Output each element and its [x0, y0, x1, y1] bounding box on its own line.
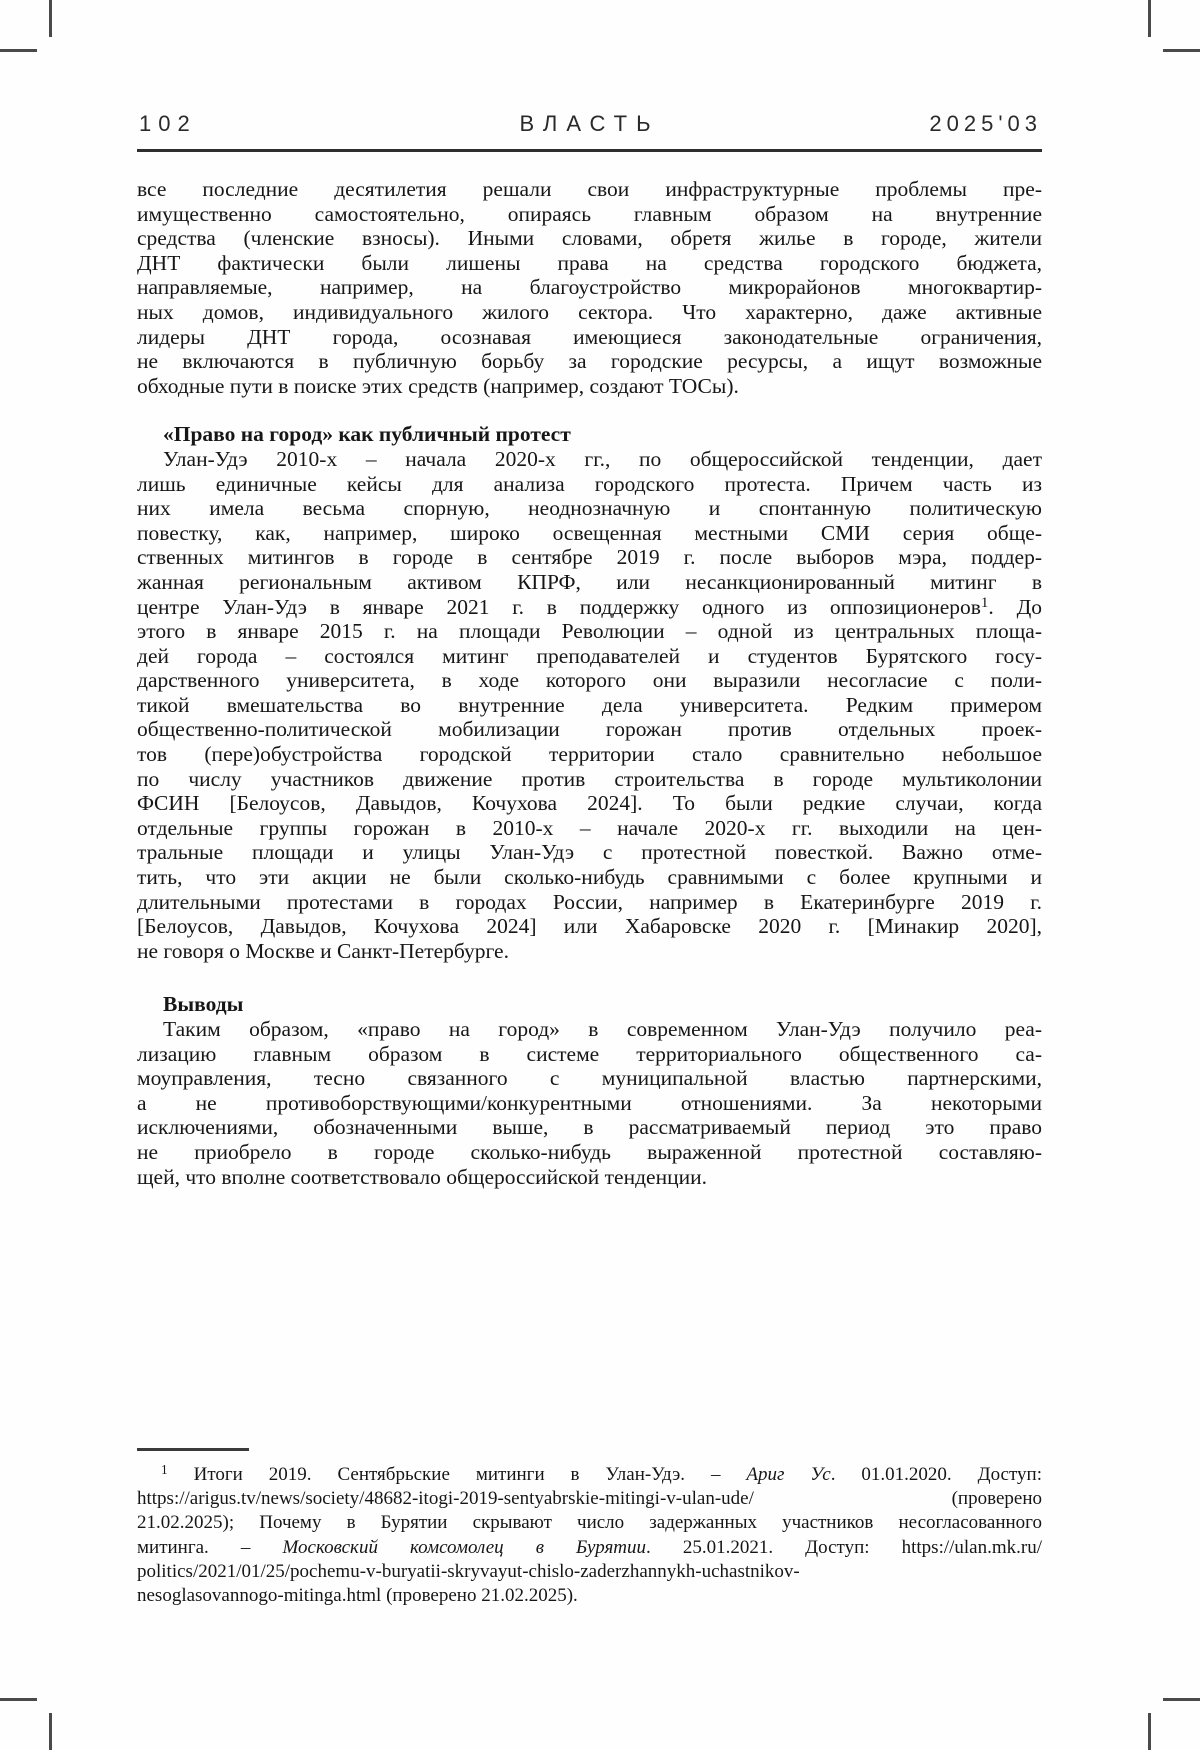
text-line: ственных митингов в городе в сентябре 2019 г. после выборов мэра, поддер-	[137, 545, 1042, 570]
footnote-block	[137, 1448, 1042, 1608]
footnote-text	[137, 1463, 1042, 1608]
text-line: Улан-Удэ 2010-х – начала 2020-х гг., по общероссийской тенденции, дает	[163, 446, 1042, 471]
text-line: жанная региональным активом КПРФ, или несанкционированный митинг в	[137, 569, 1042, 594]
text-line: имущественно самостоятельно, опираясь главным образом на внутренние	[137, 201, 1042, 226]
text-line: повестку, как, например, широко освещенная местными СМИ серия обще-	[137, 520, 1042, 545]
crop-mark-top-right-vertical	[1148, 0, 1151, 37]
text-line: лидеры ДНТ города, осознавая имеющиеся законодательные ограничения,	[137, 324, 1042, 349]
text-line: тов (пере)обустройства городской территории стало сравнительно небольшое	[137, 742, 1042, 767]
paragraph	[137, 447, 1042, 963]
text-line: ФСИН [Белоусов, Давыдов, Кочухова 2024]. То были редкие случаи, когда	[137, 791, 1042, 816]
text-line: не включаются в публичную борьбу за городские ресурсы, а ищут возможные	[137, 349, 1042, 374]
text-line: https://arigus.tv/news/society/48682-itogi-2019-sentyabrskie-mitingi-v-ulan-ude/ (проверено	[137, 1488, 1042, 1510]
text-line: [Белоусов, Давыдов, Кочухова 2024] или Хабаровске 2020 г. [Минакир 2020],	[137, 914, 1042, 939]
paragraph	[137, 177, 1042, 398]
text-line: общественно-политической мобилизации горожан против отдельных проек-	[137, 717, 1042, 742]
section-conclusions	[137, 992, 1042, 1189]
page-number: 102	[139, 111, 197, 136]
text-line: них имела весьма спорную, неоднозначную и спонтанную политическую	[137, 496, 1042, 521]
text-line: тикой вмешательства во внутренние дела университета. Редким примером	[137, 692, 1042, 717]
crop-mark-top-left-vertical	[49, 0, 52, 37]
issue-number: 2025'03	[929, 111, 1042, 136]
crop-mark-bottom-left-vertical	[49, 1713, 52, 1750]
text-line: исключениями, обозначенными выше, в рассматриваемый период это право	[137, 1115, 1042, 1140]
text-line: моуправления, тесно связанного с муниципальной властью партнерскими,	[137, 1066, 1042, 1091]
crop-mark-top-right-horizontal	[1163, 49, 1200, 52]
text-line: nesoglasovannogo-mitinga.html (проверено 21.02.2025).	[137, 1585, 578, 1607]
text-line: лишь единичные кейсы для анализа городского протеста. Причем часть из	[137, 471, 1042, 496]
article-body	[137, 177, 1042, 1189]
text-line: а не противоборствующими/конкурентными отношениями. За некоторыми	[137, 1090, 1042, 1115]
text-line: дей города – состоялся митинг преподавателей и студентов Бурятского госу-	[137, 643, 1042, 668]
text-line: ДНТ фактически были лишены права на средства городского бюджета,	[137, 250, 1042, 275]
text-line: 21.02.2025); Почему в Бурятии скрывают число задержанных участников несогласованного	[137, 1512, 1042, 1534]
section-heading: «Право на город» как публичный протест	[163, 422, 571, 447]
text-line: тральные площади и улицы Улан-Удэ с протестной повесткой. Важно отме-	[137, 840, 1042, 865]
section-protest	[137, 422, 1042, 963]
running-header	[137, 111, 1042, 139]
text-line: тить, что эти акции не были сколько-нибудь сравнимыми с более крупными и	[137, 865, 1042, 890]
paragraph	[137, 1017, 1042, 1189]
text-line: не приобрело в городе сколько-нибудь выраженной протестной составляю-	[137, 1139, 1042, 1164]
crop-mark-bottom-right-vertical	[1148, 1713, 1151, 1750]
section-heading: Выводы	[163, 992, 244, 1017]
text-line: митинга. – Московский комсомолец в Бурятии. 25.01.2021. Доступ: https://ulan.mk.ru/	[137, 1536, 1043, 1558]
section-continuation	[137, 177, 1042, 398]
crop-mark-bottom-right-horizontal	[1163, 1698, 1200, 1701]
text-line: politics/2021/01/25/pochemu-v-buryatii-skryvayut-chislo-zaderzhannykh-uchastnikov-	[137, 1560, 800, 1582]
header-rule	[137, 149, 1042, 152]
text-line: щей, что вполне соответствовало общероссийской тенденции.	[137, 1164, 707, 1189]
text-line: средства (членские взносы). Иными словами, обретя жилье в городе, жители	[137, 226, 1042, 251]
text-line: дарственного университета, в ходе которого они выразили несогласие с поли-	[137, 668, 1042, 693]
crop-mark-bottom-left-horizontal	[0, 1698, 37, 1701]
text-line: отдельные группы горожан в 2010-х – начале 2020-х гг. выходили на цен-	[137, 815, 1042, 840]
text-line: $^1$ Итоги 2019. Сентябрьские митинги в Улан-Удэ. – Ариг Ус. 01.01.2020. Доступ:	[161, 1462, 1042, 1485]
text-line: не говоря о Москве и Санкт-Петербурге.	[137, 938, 509, 963]
text-line: этого в январе 2015 г. на площади Революции – одной из центральных площа-	[137, 619, 1042, 644]
text-line: центре Улан-Удэ в январе 2021 г. в поддержку одного из оппозиционеров$^1$. До	[137, 594, 1042, 619]
journal-title: ВЛАСТЬ	[519, 111, 660, 136]
crop-mark-top-left-horizontal	[0, 49, 37, 52]
text-line: обходные пути в поиске этих средств (например, создают ТОСы).	[137, 373, 739, 398]
text-line: все последние десятилетия решали свои инфраструктурные проблемы пре-	[137, 177, 1042, 201]
text-line: Таким образом, «право на город» в современном Улан-Удэ получило реа-	[163, 1017, 1042, 1041]
text-line: по числу участников движение против строительства в городе мультиколонии	[137, 766, 1042, 791]
text-line: ных домов, индивидуального жилого сектора. Что характерно, даже активные	[137, 299, 1042, 324]
text-line: лизацию главным образом в системе территориального общественного са-	[137, 1041, 1042, 1066]
text-line: направляемые, например, на благоустройство микрорайонов многоквартир-	[137, 275, 1042, 300]
text-line: длительными протестами в городах России, например в Екатеринбурге 2019 г.	[137, 889, 1042, 914]
footnote-rule	[137, 1448, 249, 1451]
